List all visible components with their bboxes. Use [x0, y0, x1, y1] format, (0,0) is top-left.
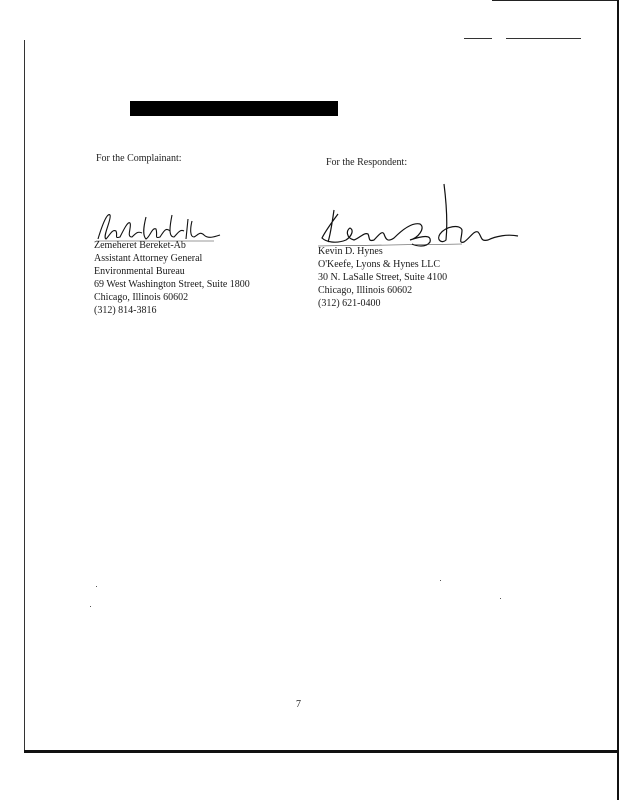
scan-border-left — [24, 40, 25, 752]
complainant-title: Assistant Attorney General — [94, 253, 203, 264]
redaction-bar — [130, 101, 338, 116]
respondent-firm: O'Keefe, Lyons & Hynes LLC — [318, 259, 441, 270]
respondent-phone: (312) 621-0400 — [318, 298, 381, 309]
scan-speck — [500, 598, 501, 599]
scan-speck — [90, 606, 91, 607]
scan-border-bottom — [24, 750, 618, 753]
respondent-heading: For the Respondent: — [326, 157, 408, 168]
scan-speck — [440, 580, 441, 581]
scan-border-top — [492, 0, 618, 1]
complainant-street: 69 West Washington Street, Suite 1800 — [94, 279, 250, 290]
respondent-name: Kevin D. Hynes — [318, 246, 383, 257]
complainant-phone: (312) 814-3816 — [94, 305, 157, 316]
complainant-heading: For the Complainant: — [96, 153, 182, 164]
scan-mark — [464, 38, 492, 39]
complainant-bureau: Environmental Bureau — [94, 266, 185, 277]
scan-speck — [96, 586, 97, 587]
complainant-city: Chicago, Illinois 60602 — [94, 292, 189, 303]
scan-mark — [506, 38, 581, 39]
respondent-signature-block — [318, 245, 447, 310]
complainant-signature-block — [94, 239, 250, 317]
complainant-name: Zemeheret Bereket-Ab — [94, 240, 186, 251]
page-number: 7 — [296, 699, 301, 710]
respondent-street: 30 N. LaSalle Street, Suite 4100 — [318, 272, 448, 283]
scan-border-right — [617, 0, 619, 800]
respondent-signature — [312, 180, 522, 252]
respondent-city: Chicago, Illinois 60602 — [318, 285, 413, 296]
